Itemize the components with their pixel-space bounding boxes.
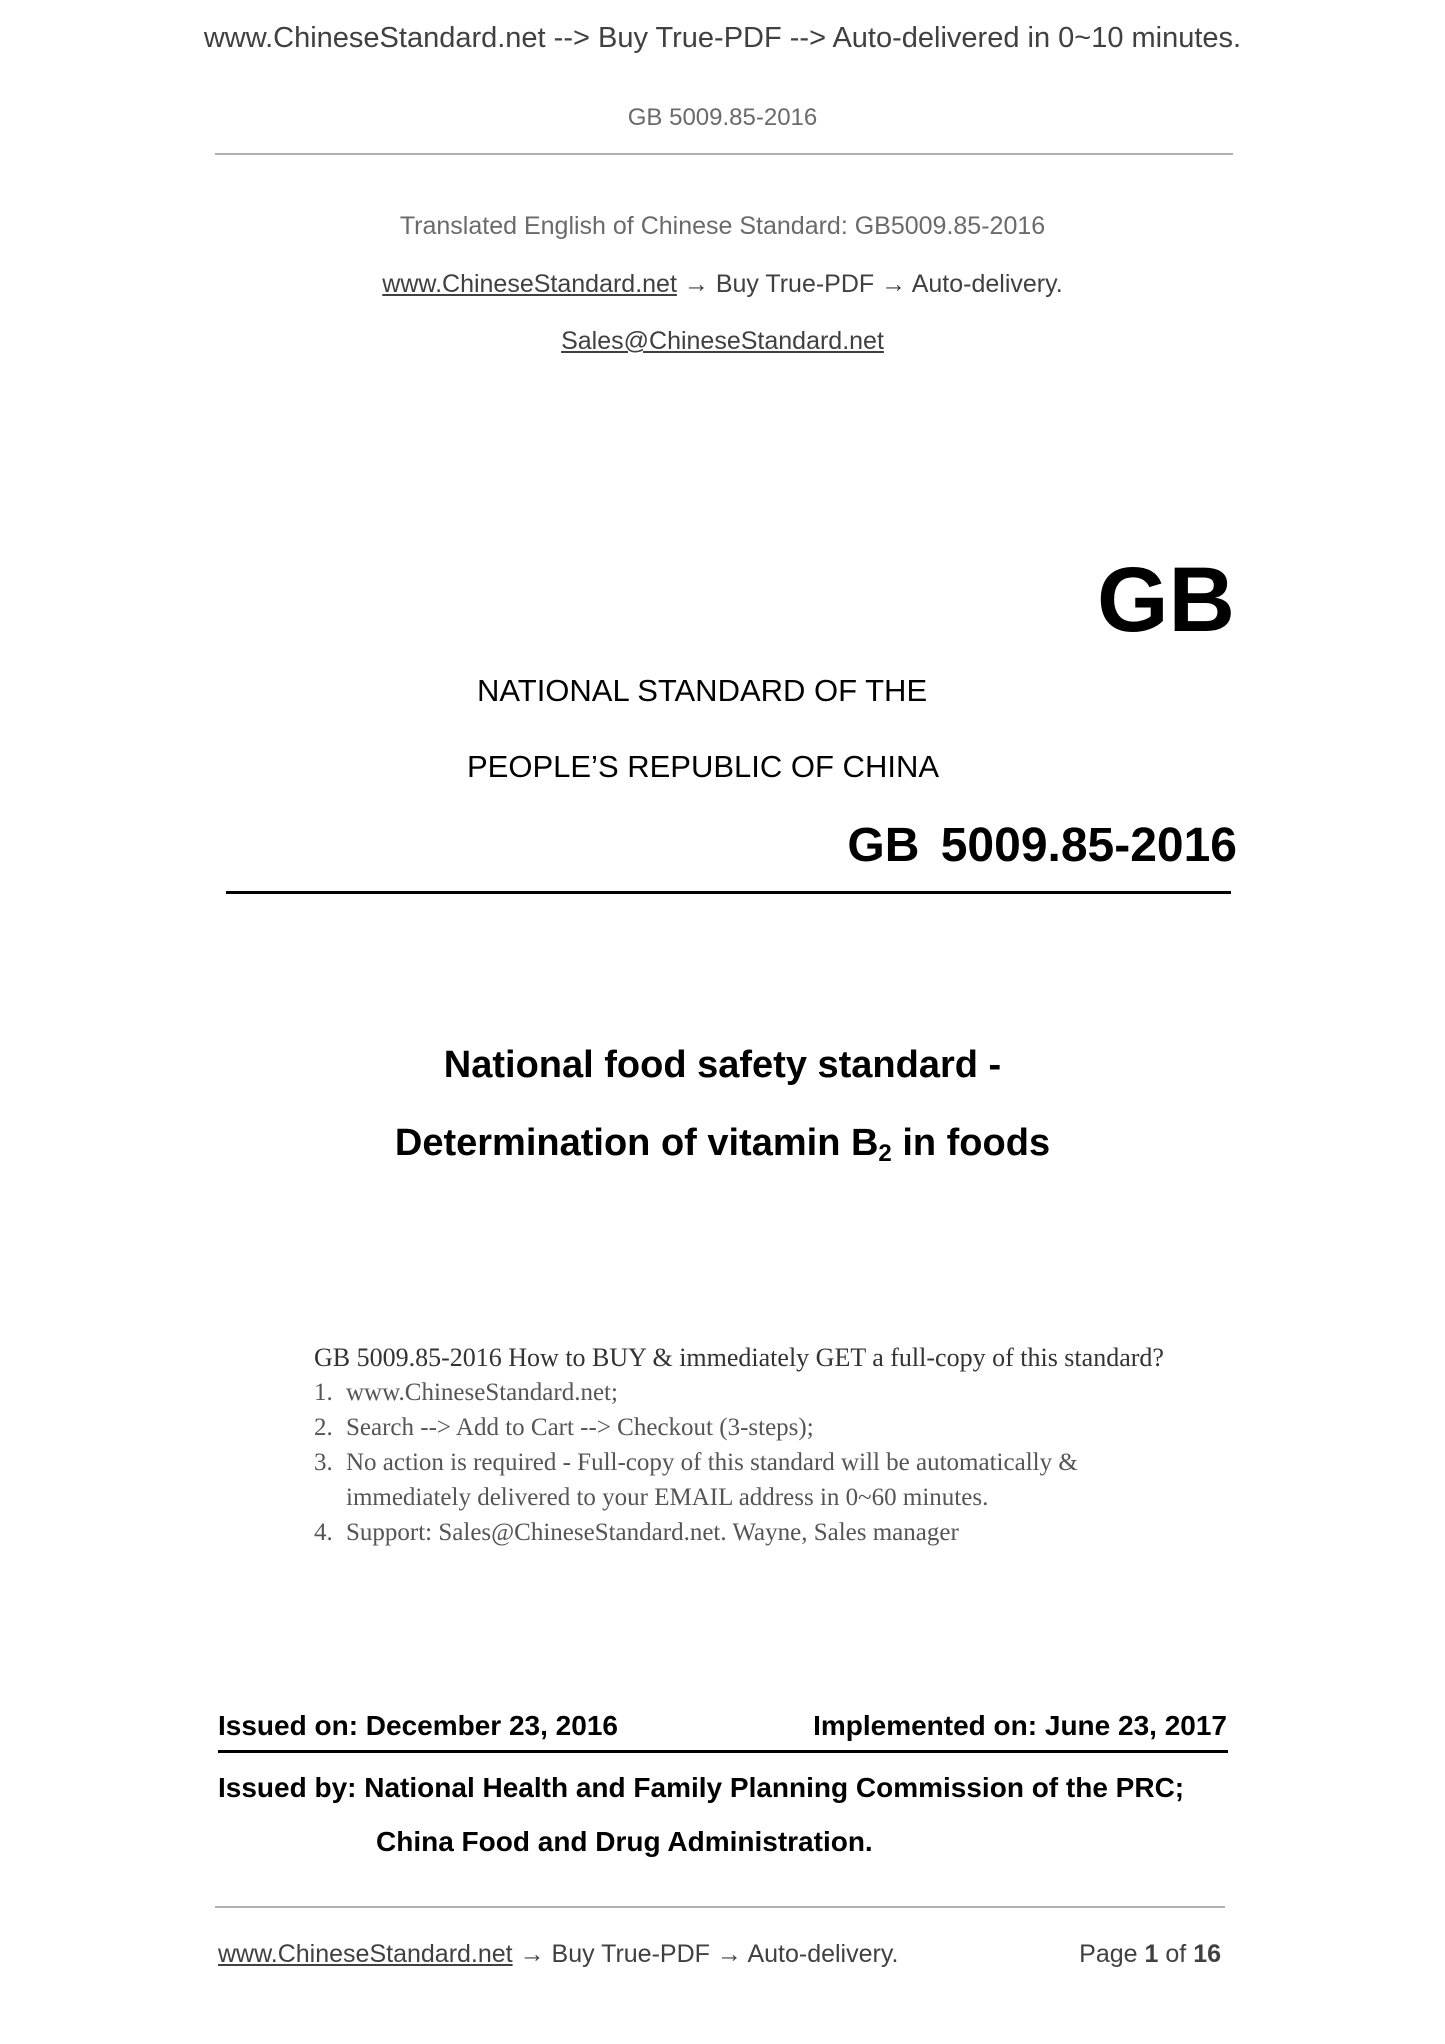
dates-divider [218, 1750, 1228, 1753]
national-standard-line2: PEOPLE’S REPUBLIC OF CHINA [467, 749, 940, 784]
email-line [0, 327, 1445, 356]
arrow-right-icon: → [519, 1940, 545, 1968]
issued-by-line1: Issued by: National Health and Family Planning Commission of the PRC; [218, 1772, 1185, 1803]
header-doc-code: GB 5009.85-2016 [627, 104, 818, 131]
buy-info-box [314, 1340, 1254, 1550]
buy-info-heading: GB 5009.85-2016 How to BUY & immediately GET a full-copy of this standard? [314, 1343, 1164, 1372]
header-divider [215, 153, 1233, 155]
arrow-right-icon: → [881, 270, 907, 298]
buy-info-item [314, 1410, 1254, 1445]
issued-on: Issued on: December 23, 2016 [218, 1710, 618, 1741]
item-number: 2. [314, 1414, 333, 1441]
page-total: 16 [1193, 1940, 1221, 1968]
item-text: www.ChineseStandard.net; [346, 1379, 618, 1406]
issued-by-line2: China Food and Drug Administration. [376, 1826, 873, 1857]
buy-true-pdf-text: Buy True-PDF [715, 270, 875, 298]
footer-divider [215, 1906, 1225, 1908]
cover-divider [226, 891, 1231, 894]
site-link[interactable]: www.ChineseStandard.net [382, 270, 677, 298]
arrow-right-icon: → [716, 1940, 742, 1968]
page-label: Page [1079, 1940, 1138, 1968]
item-number: 4. [314, 1519, 333, 1546]
buy-info-item [314, 1375, 1254, 1410]
doc-title-line2 [0, 1122, 1445, 1168]
item-text: Search --> Add to Cart --> Checkout (3-steps); [346, 1414, 814, 1441]
page-indicator [1079, 1940, 1221, 1969]
title-text: Determination of vitamin B [394, 1122, 879, 1164]
gb-mark: GB [1097, 549, 1235, 651]
standard-code: GB 5009.85-2016 [847, 819, 1237, 872]
translation-title: Translated English of Chinese Standard: GB5009.85-2016 [399, 212, 1046, 240]
title-subscript: 2 [878, 1140, 892, 1167]
title-text-end: in foods [891, 1122, 1051, 1164]
footer-links [218, 1940, 898, 1969]
page-of: of [1165, 1940, 1187, 1968]
item-text: No action is required - Full-copy of this standard will be automatically & immediately delivered to your EMAIL address in 0~60 minutes. [346, 1449, 1078, 1511]
sales-email-link[interactable]: Sales@ChineseStandard.net [561, 327, 884, 355]
footer-delivery-text: Auto-delivery. [747, 1940, 899, 1968]
page-current: 1 [1144, 1940, 1159, 1968]
implemented-on: Implemented on: June 23, 2017 [813, 1710, 1227, 1741]
auto-delivery-text: Auto-delivery. [911, 270, 1063, 298]
item-number: 3. [314, 1449, 333, 1476]
footer-site-link[interactable]: www.ChineseStandard.net [218, 1940, 513, 1968]
item-text: Support: Sales@ChineseStandard.net. Wayne, Sales manager [346, 1519, 959, 1546]
buy-info-item [314, 1445, 1254, 1515]
doc-title-line1: National food safety standard - [443, 1044, 1002, 1086]
footer-buy-text: Buy True-PDF [551, 1940, 710, 1968]
item-number: 1. [314, 1379, 333, 1406]
arrow-right-icon: → [683, 270, 709, 298]
translation-links [0, 270, 1445, 299]
national-standard-line1: NATIONAL STANDARD OF THE [477, 673, 928, 708]
buy-info-item [314, 1515, 1254, 1550]
header-banner: www.ChineseStandard.net --> Buy True-PDF --> Auto-delivered in 0~10 minutes. [203, 22, 1242, 54]
